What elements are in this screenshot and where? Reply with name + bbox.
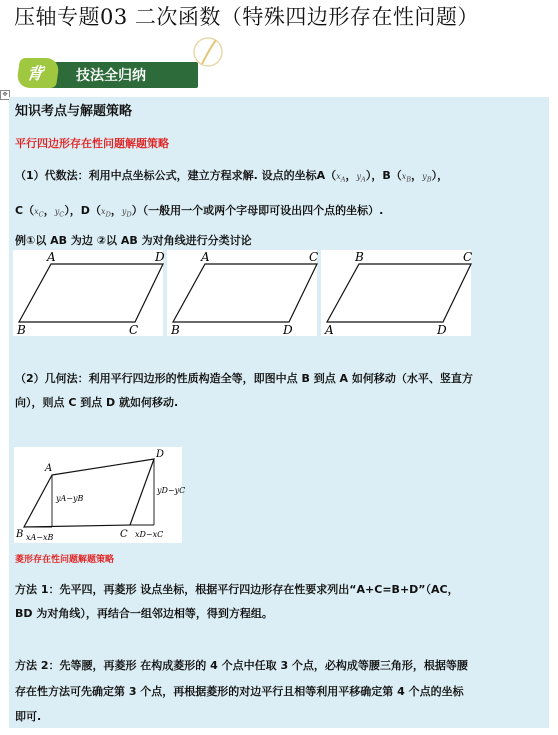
fig3-top-right-label: C xyxy=(463,250,473,264)
rhombus-method2-line3: 即可. xyxy=(15,710,42,723)
parallelogram-heading: 平行四边形存在性问题解题策略 xyxy=(15,137,169,150)
fig3-bottom-right-label: D xyxy=(437,323,447,337)
page-title: 压轴专题03 二次函数（特殊四边形存在性问题） xyxy=(14,5,479,29)
fig3-bottom-left-label: A xyxy=(325,323,334,337)
section-heading: 知识考点与解题策略 xyxy=(15,104,133,119)
content-panel xyxy=(9,97,549,728)
parallelogram-figure-3 xyxy=(321,250,471,336)
fig3-top-left-label: B xyxy=(355,250,364,264)
tf-label-yd-yc: yD−yC xyxy=(157,486,186,495)
tf-label-ya-yb: yA−yB xyxy=(56,494,84,503)
rhombus-heading: 菱形存在性问题解题策略 xyxy=(15,555,115,565)
tf-label-xa-xb: xA−xB xyxy=(26,533,54,542)
tf-label-b: B xyxy=(16,529,24,540)
method1-line1: （1）代数法：利用中点坐标公式，建立方程求解. 设点的坐标$A(x_A$，$y_A$），$B(x_B$，$y_B$）， xyxy=(15,169,449,184)
method2-line2: 向），则点 C 到点 D 就如何移动. xyxy=(15,396,179,409)
tf-label-c: C xyxy=(120,529,128,540)
parallelogram-figure-2 xyxy=(167,250,317,336)
rhombus-method1-line1: 方法 1：先平四，再菱形 设点坐标，根据平行四边形存在性要求列出“A+C=B+D”（AC， xyxy=(15,583,459,596)
fig2-bottom-right-label: D xyxy=(283,323,293,337)
tf-label-a: A xyxy=(45,463,53,474)
fig1-bottom-left-label: B xyxy=(17,323,26,337)
rhombus-method2-line1: 方法 2：先等腰，再菱形 在构成菱形的 4 个点中任取 3 个点，必构成等腰三角形，根据等腰 xyxy=(15,659,468,672)
fig2-top-left-label: A xyxy=(201,250,210,264)
section-banner xyxy=(18,58,198,90)
fig2-top-right-label: C xyxy=(309,250,319,264)
banner-label: 技法全归纳 xyxy=(76,68,146,84)
parallelogram-figure-1 xyxy=(13,250,163,336)
rhombus-method1-line2: BD 为对角线），再结合一组邻边相等，得到方程组。 xyxy=(15,607,273,620)
rhombus-method2-line2: 存在性方法可先确定第 3 个点，再根据菱形的对边平行且相等利用平移确定第 4 个点的坐标 xyxy=(15,685,464,698)
tf-label-xd-xc: xD−xC xyxy=(135,530,164,539)
translation-figure xyxy=(14,447,186,543)
method1-line2: $C(x_C$，$y_C$），$D(x_D$，$y_D$）（一般用一个或两个字母即可设出四个点的坐标）. xyxy=(15,204,384,219)
fig1-top-left-label: A xyxy=(47,250,56,264)
fig2-bottom-left-label: B xyxy=(171,323,180,337)
fig1-bottom-right-label: C xyxy=(129,323,139,337)
banner-badge: 背 xyxy=(16,58,60,88)
example-label: 例①以 AB 为边 ②以 AB 为对角线进行分类讨论 xyxy=(15,234,252,247)
table-anchor-icon[interactable]: ✥ xyxy=(0,90,10,100)
method2-line1: （2）几何法：利用平行四边形的性质构造全等，即图中点 B 到点 A 如何移动（水平、竖直方 xyxy=(15,372,473,385)
fig1-top-right-label: D xyxy=(155,250,165,264)
tf-label-d: D xyxy=(156,449,165,460)
